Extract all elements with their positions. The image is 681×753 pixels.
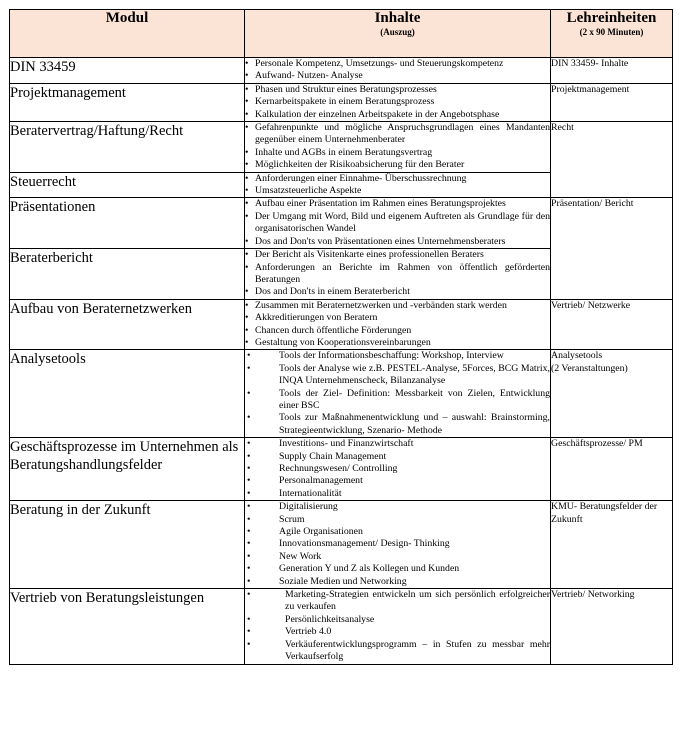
inhalt-item: • Supply Chain Management (245, 451, 550, 463)
inhalte-cell (245, 501, 551, 589)
inhalt-item: • Dos and Don'ts von Präsentationen eines Unternehmensberaters (245, 236, 550, 248)
inhalt-item: • Vertrieb 4.0 (245, 626, 550, 638)
inhalt-item: • Marketing-Strategien entwickeln um sich persönlich erfolgreicher zu verkaufen (245, 589, 550, 614)
modul-cell: Präsentationen (10, 198, 245, 249)
inhalt-item: • Anforderungen an Berichte im Rahmen von öffentlich geförderten Beratungen (245, 262, 550, 287)
inhalt-item: • Tools zur Maßnahmenentwicklung und – auswahl: Brainstorming, Strategieentwicklung, Szenario- Methode (245, 412, 550, 437)
inhalte-list (245, 300, 550, 350)
modul-cell: Vertrieb von Beratungsleistungen (10, 589, 245, 664)
inhalte-cell (245, 299, 551, 350)
inhalt-item: • Innovationsmanagement/ Design- Thinking (245, 538, 550, 550)
table-row (10, 589, 673, 664)
inhalt-item: • Investitions- und Finanzwirtschaft (245, 438, 550, 450)
modul-cell: Geschäftsprozesse im Unternehmen als Beratungshandlungsfelder (10, 438, 245, 501)
inhalt-item: • Digitalisierung (245, 501, 550, 513)
module-table (9, 9, 673, 665)
inhalt-item: • Persönlichkeitsanalyse (245, 614, 550, 626)
inhalt-item: • Zusammen mit Beraternetzwerken und -verbänden stark werden (245, 300, 550, 312)
table-row (10, 350, 673, 438)
header-inhalte-title: Inhalte (374, 10, 421, 26)
header-lehreinheiten (551, 10, 673, 58)
inhalte-cell (245, 438, 551, 501)
inhalte-list (245, 249, 550, 299)
inhalte-list (245, 501, 550, 588)
inhalte-list (245, 173, 550, 198)
inhalt-item: • Aufbau einer Präsentation im Rahmen eines Beratungsprojektes (245, 198, 550, 210)
inhalt-item: • Kernarbeitspakete in einem Beratungsprozess (245, 96, 550, 108)
inhalt-item: • New Work (245, 551, 550, 563)
inhalt-item: • Gestaltung von Kooperationsvereinbarungen (245, 337, 550, 349)
inhalt-item: • Generation Y und Z als Kollegen und Kunden (245, 563, 550, 575)
inhalt-item: • Anforderungen einer Einnahme- Überschussrechnung (245, 173, 550, 185)
lehreinheit-cell: Analysetools (2 Veranstaltungen) (551, 350, 673, 438)
inhalte-cell (245, 249, 551, 300)
table-row (10, 83, 673, 121)
inhalt-item: • Gefahrenpunkte und mögliche Anspruchsgrundlagen eines Mandanten gegenüber einem Unternehmenberater (245, 122, 550, 147)
inhalte-cell (245, 172, 551, 198)
inhalte-cell (245, 83, 551, 121)
modul-cell: Beratung in der Zukunft (10, 501, 245, 589)
inhalt-item: • Chancen durch öffentliche Förderungen (245, 325, 550, 337)
inhalt-item: • Der Umgang mit Word, Bild und eigenem Auftreten als Grundlage für den organisatorischen Wandel (245, 211, 550, 236)
inhalt-item: • Kalkulation der einzelnen Arbeitspakete in der Angebotsphase (245, 109, 550, 121)
inhalt-item: • Personale Kompetenz, Umsetzungs- und Steuerungskompetenz (245, 58, 550, 70)
inhalt-item: • Tools der Informationsbeschaffung: Workshop, Interview (245, 350, 550, 362)
modul-cell: Steuerrecht (10, 172, 245, 198)
inhalt-item: • Möglichkeiten der Risikoabsicherung für den Berater (245, 159, 550, 171)
inhalt-item: • Inhalte und AGBs in einem Beratungsvertrag (245, 147, 550, 159)
modul-cell: Beratervertrag/Haftung/Recht (10, 122, 245, 173)
header-lehreinheiten-title: Lehreinheiten (566, 10, 657, 26)
inhalt-item: • Scrum (245, 514, 550, 526)
lehreinheit-cell: Geschäftsprozesse/ PM (551, 438, 673, 501)
lehreinheit-cell: Projektmanagement (551, 83, 673, 121)
header-row (10, 10, 673, 58)
inhalt-item: • Phasen und Struktur eines Beratungsprozesses (245, 84, 550, 96)
table-row (10, 438, 673, 501)
table-row (10, 58, 673, 84)
inhalt-item: • Internationalität (245, 488, 550, 500)
modul-cell: Beraterbericht (10, 249, 245, 300)
inhalte-list (245, 198, 550, 248)
inhalte-list (245, 438, 550, 500)
inhalte-list (245, 589, 550, 663)
table-row (10, 122, 673, 173)
header-modul: Modul (10, 10, 245, 58)
inhalt-item: • Soziale Medien und Networking (245, 576, 550, 588)
lehreinheit-cell: Präsentation/ Bericht (551, 198, 673, 299)
table-row (10, 501, 673, 589)
lehreinheit-cell: DIN 33459- Inhalte (551, 58, 673, 84)
inhalte-list (245, 84, 550, 121)
lehreinheit-cell: KMU- Beratungsfelder der Zukunft (551, 501, 673, 589)
modul-cell: DIN 33459 (10, 58, 245, 84)
inhalt-item: • Dos and Don'ts in einem Beraterbericht (245, 286, 550, 298)
inhalt-item: • Tools der Analyse wie z.B. PESTEL-Analyse, 5Forces, BCG Matrix, INQA Unternehmenscheck, Bilanzanalyse (245, 363, 550, 388)
inhalt-item: • Rechnungswesen/ Controlling (245, 463, 550, 475)
inhalt-item: • Tools der Ziel- Definition: Messbarkeit von Zielen, Entwicklung einer BSC (245, 388, 550, 413)
inhalte-cell (245, 589, 551, 664)
modul-cell: Projektmanagement (10, 83, 245, 121)
inhalte-list (245, 58, 550, 83)
inhalte-list (245, 122, 550, 172)
inhalt-item: • Agile Organisationen (245, 526, 550, 538)
lehreinheit-cell: Recht (551, 122, 673, 198)
header-inhalte-sub: (Auszug) (380, 27, 415, 37)
inhalte-list (245, 350, 550, 437)
inhalt-item: • Akkreditierungen von Beratern (245, 312, 550, 324)
inhalte-cell (245, 122, 551, 173)
inhalte-cell (245, 198, 551, 249)
inhalt-item: • Verkäuferentwicklungsprogramm – in Stufen zu messbar mehr Verkaufserfolg (245, 639, 550, 664)
lehreinheit-cell: Vertrieb/ Networking (551, 589, 673, 664)
inhalt-item: • Personalmanagement (245, 475, 550, 487)
inhalt-item: • Aufwand- Nutzen- Analyse (245, 70, 550, 82)
table-row (10, 198, 673, 249)
inhalte-cell (245, 350, 551, 438)
modul-cell: Aufbau von Beraternetzwerken (10, 299, 245, 350)
inhalt-item: • Umsatzsteuerliche Aspekte (245, 185, 550, 197)
table-row (10, 299, 673, 350)
header-inhalte (245, 10, 551, 58)
inhalte-cell (245, 58, 551, 84)
lehreinheit-cell: Vertrieb/ Netzwerke (551, 299, 673, 350)
modul-cell: Analysetools (10, 350, 245, 438)
header-lehreinheiten-sub: (2 x 90 Minuten) (579, 27, 644, 37)
inhalt-item: • Der Bericht als Visitenkarte eines professionellen Beraters (245, 249, 550, 261)
